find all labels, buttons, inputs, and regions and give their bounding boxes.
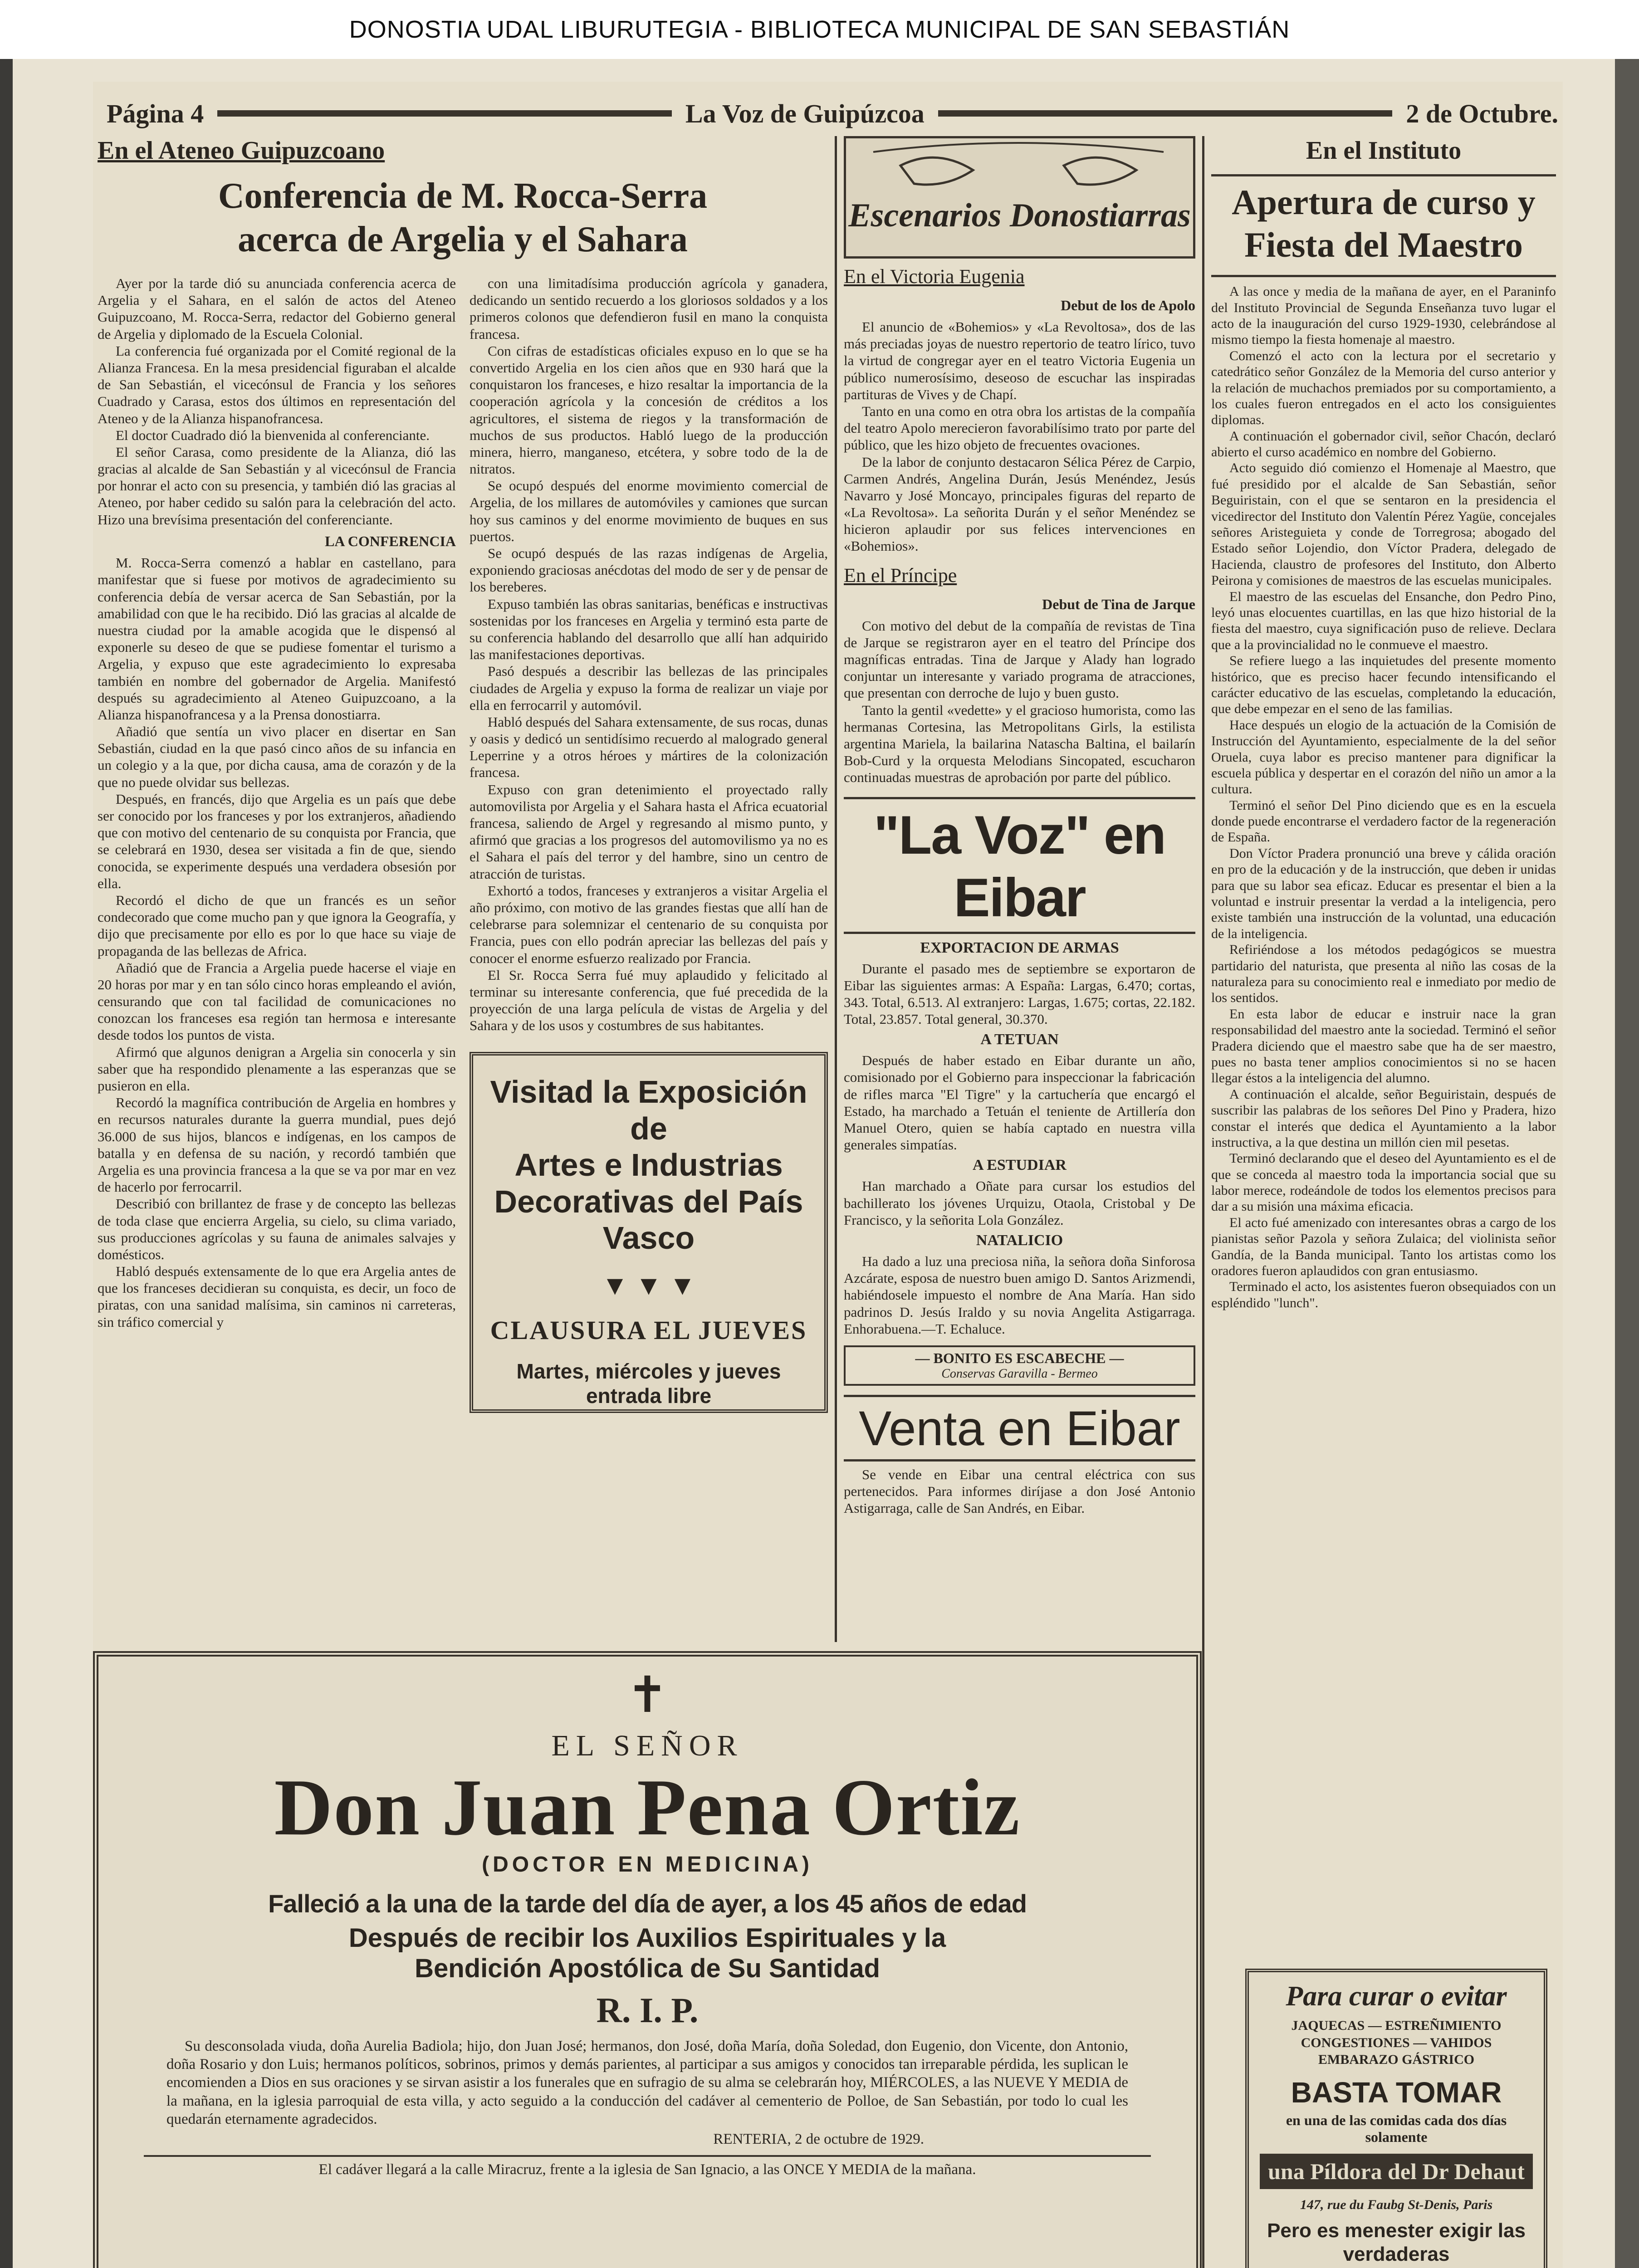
eibar-banner: "La Voz" en Eibar — [874, 804, 1165, 928]
tetuan-text — [844, 1052, 1195, 1153]
paragraph: A continuación el gobernador civil, señor Chacón, declaró abierto el curso académico en nombre del Gobierno. — [1211, 428, 1556, 460]
paragraph: Expuso con gran detenimiento el proyectado rally automovilista por Argelia y el Sahara hasta el Africa ecuatorial francesa, saliendo de Argel y regresando al mismo punto, y afirmó que gracias a los progresos del automovilismo ya no es el Sahara el país del terror y del hambre, sino un centro de atracción de turistas. — [470, 781, 828, 882]
natalicio-text — [844, 1253, 1195, 1337]
paragraph: Exhortó a todos, franceses y extranjeros a visitar Argelia el año próximo, con motivo de las grandes fiestas que allí han de celebrarse para solemnizar el centenario de su conquista por Francia, pues con ello podrán apreciar las bellezas del país y conocer el enorme esfuerzo realizado por Francia. — [470, 882, 828, 966]
instituto-headline-2: Fiesta del Maestro — [1244, 225, 1523, 264]
exposicion-ad — [470, 1052, 828, 1413]
escenarios-column — [844, 136, 1195, 1642]
notice-place-date: RENTERIA, 2 de octubre de 1929. — [713, 2131, 924, 2148]
paragraph: Se refiere luego a las inquietudes del presente momento histórico, que es preciso hacer fecundo intensificando el carácter educativo de las escuelas, completando la educación, que debe empezar en el seno de las familias. — [1211, 653, 1556, 717]
paragraph: Habló después extensamente de lo que era Argelia antes de que los franceses decidieran su conquista, es decir, un foco de piratas, con una sanidad malísima, sin caminos ni carreteras, sin tráfico comercial y — [98, 1263, 456, 1330]
subhead-conferencia: LA CONFERENCIA — [325, 533, 456, 549]
ateneo-column-2-text — [470, 275, 828, 1034]
ateneo-column-2 — [470, 275, 828, 1413]
exportacion-text — [844, 960, 1195, 1028]
paragraph: Recordó la magnífica contribución de Argelia en hombres y en recursos naturales durante la guerra mundial, pues dejó 36.000 de sus hijos, blancos e indígenas, en los campos de batalla y en defensa de su nación, y recordó también que Argelia es una provincia francesa a la que se va por mar en vez de hacerlo por ferrocarril. — [98, 1095, 456, 1195]
cross-icon: ✝ — [626, 1667, 669, 1723]
section-rule — [1211, 174, 1556, 176]
section-rule — [844, 797, 1195, 799]
notice-title: (DOCTOR EN MEDICINA) — [482, 1852, 813, 1877]
paragraph: El señor Carasa, como presidente de la Alianza, dió las gracias al alcalde de San Sebastián y al vicecónsul de Francia por honrar el acto con su presencia, y también dió las gracias al Ateneo, por haber cedido su salón para la celebración del acto. Hizo una brevísima presentación del conferenciante. — [98, 444, 456, 528]
notice-footer: El cadáver llegará a la calle Miracruz, frente a la iglesia de San Ignacio, a las ONCE Y MEDIA de la mañana. — [144, 2155, 1151, 2178]
paragraph: En esta labor de educar e instruir nace la gran responsabilidad del maestro ante la sociedad. Terminó el señor Pradera diciendo que el maestro sabe que ha de ser maestro, pues no basta tener amplios conocimientos si no se hacen llegar éstos a la inteligencia del alumno. — [1211, 1006, 1556, 1086]
running-head — [107, 95, 1558, 132]
paragraph: Terminado el acto, los asistentes fueron obsequiados con un espléndido "lunch". — [1211, 1279, 1556, 1310]
victoria-kicker: En el Victoria Eugenia — [844, 265, 1025, 288]
paragraph: A las once y media de la mañana de ayer, en el Paraninfo del Instituto Provincial de Segunda Enseñanza tuvo lugar el acto de la inauguración del curso 1929-1930, celebrándose al mismo tiempo la fiesta homenaje al maestro. — [1211, 284, 1556, 347]
column-rule — [1202, 136, 1204, 2268]
remedy-warning: Pero es menester exigir las verdaderas — [1267, 2219, 1526, 2266]
paragraph: Añadió que de Francia a Argelia puede hacerse el viaje en 20 horas por mar y en tan sólo cinco horas empleando el avión, censurando que con tal facilidad de comunicaciones no conozcan los franceses esa región tan hermosa e interesante desde todos los puntos de vista. — [98, 959, 456, 1043]
paragraph: Don Víctor Pradera pronunció una breve y cálida oración en pro de la educación y de la instrucción, que deben ir unidas para que su labor sea eficaz. Educar es presentar el bien a la voluntad e instruir presentar la verdad a la inteligencia, pero existe también una instrucción de la voluntad, una educación de la inteligencia. — [1211, 846, 1556, 941]
escenarios-logo-text: Escenarios Donostiarras — [848, 196, 1191, 234]
paper-title: La Voz de Guipúzcoa — [685, 98, 925, 128]
notice-name: Don Juan Pena Ortiz — [274, 1762, 1021, 1852]
victoria-sub: Debut de los de Apolo — [1061, 297, 1195, 313]
bonito-text: — BONITO ES ESCABECHE — — [915, 1349, 1124, 1366]
paragraph: A continuación el alcalde, señor Beguiristain, después de suscribir las palabras de los señores Del Pino y Pradera, hizo constar el interés que dedica el Ayuntamiento a la labor instructiva, a la que destina un millón cien mil pesetas. — [1211, 1086, 1556, 1150]
ateneo-headline-1: Conferencia de M. Rocca-Serra — [218, 176, 708, 216]
notice-line-3: Bendición Apostólica de Su Santidad — [415, 1953, 880, 1983]
paragraph: Terminó el señor Del Pino diciendo que es en la escuela donde puede encontrarse el verdadero factor de la regeneración de España. — [1211, 797, 1556, 845]
ateneo-column-1 — [98, 275, 456, 1413]
expo-entrada: Martes, miércoles y jueves entrada libre — [516, 1359, 781, 1408]
issue-date: 2 de Octubre. — [1406, 98, 1558, 128]
paragraph: El maestro de las escuelas del Ensanche, don Pedro Pino, leyó unas elocuentes cuartillas, en las que hizo historial de la fiesta del maestro, cuya significación puso de relieve. Declara que a la provincialidad no le conmueve el maestro. — [1211, 589, 1556, 652]
paragraph: Hace después un elogio de la actuación de la Comisión de Instrucción del Ayuntamiento, especialmente de la del señor Oruela, cuya labor es preciso mantener para dignificar la escuela pública y despertar en el corazón del niño un amor a la cultura. — [1211, 717, 1556, 797]
paragraph: Se ocupó después de las razas indígenas de Argelia, exponiendo graciosas anécdotas del modo de ser y de pensar de los bereberes. — [470, 545, 828, 595]
expo-marks: ▼ ▼ ▼ — [601, 1270, 696, 1300]
paragraph: Pasó después a describir las bellezas de las principales ciudades de Argelia y expuso la forma de realizar un viaje por ella en ferrocarril y automóvil. — [470, 663, 828, 713]
rule — [217, 110, 672, 117]
escenarios-logo — [844, 136, 1195, 259]
venta-text: Se vende en Eibar una central eléctrica con sus pertenecidos. Para informes diríjase a don José Antonio Astigarraga, calle de San Andrés, en Eibar. — [844, 1466, 1195, 1516]
remedy-ailments: JAQUECAS — ESTREÑIMIENTO CONGESTIONES — VAHIDOS EMBARAZO GÁSTRICO — [1291, 2018, 1502, 2067]
instituto-headline-1: Apertura de curso y — [1232, 182, 1536, 222]
section-rule — [844, 1395, 1195, 1397]
instituto-kicker: En el Instituto — [1306, 137, 1462, 165]
venta-title: Venta en Eibar — [859, 1400, 1180, 1456]
paragraph: con una limitadísima producción agrícola y ganadera, dedicando un sentido recuerdo a los gloriosos soldados y a los primeros colonos que defendieron fusil en mano la conquista francesa. — [470, 275, 828, 342]
paragraph: Con motivo del debut de la compañía de revistas de Tina de Jarque se registraron ayer en el teatro del Príncipe dos magníficas entradas. Tina de Jarque y Alady han logrado conjuntar un interesante y variado programa de atracciones, que presentan con derroche de lujo y buen gusto. — [844, 617, 1195, 701]
natalicio-sub: NATALICIO — [976, 1232, 1063, 1249]
instituto-text — [1211, 284, 1556, 1311]
remedy-basta: BASTA TOMAR — [1291, 2076, 1502, 2109]
death-notice — [93, 1651, 1202, 2268]
rule — [938, 110, 1393, 117]
remedy-dose: en una de las comidas cada dos días solamente — [1286, 2112, 1507, 2145]
remedy-title: Para curar o evitar — [1286, 1981, 1507, 2012]
estudiar-text — [844, 1178, 1195, 1228]
ateneo-headline-2: acerca de Argelia y el Sahara — [238, 220, 688, 259]
notice-el-senor: EL SEÑOR — [551, 1729, 744, 1762]
paragraph: Se ocupó después del enorme movimiento comercial de Argelia, de los millares de automóviles y camiones que surcan hoy sus caminos y del enorme movimiento de buques en sus puertos. — [470, 478, 828, 544]
paragraph: Acto seguido dió comienzo el Homenaje al Maestro, que fué presidido por el alcalde de San Sebastián, señor Beguiristain, con el que se sentaron en la presidencia el vicedirector del Instituto don Valentín Pérez Yagüe, concejales señores Aristeguieta y conde de Torregrosa; abogado del Estado señor Lojendio, don Víctor Pradera, delegado de Hacienda, claustro de profesores del Instituto, don Alberto Peirona y comisiones de maestros de las escuelas municipales. — [1211, 460, 1556, 588]
paragraph: Añadió que sentía un vivo placer en disertar en San Sebastián, ciudad en la que pasó cinco años de su infancia en un colegio y a la que, por dicha causa, ama de corazón y de la que no puede olvidar sus bellezas. — [98, 723, 456, 790]
paragraph: Han marchado a Oñate para cursar los estudios del bachillerato los jóvenes Urquizu, Otaola, Cristobal y De Francisco, y la señorita Lola González. — [844, 1178, 1195, 1228]
paragraph: Con cifras de estadísticas oficiales expuso en lo que se ha convertido Argelia en los cien años que en 930 hará que la conquistaron los franceses, e hizo resaltar la importancia de la cooperación agrícola y la concesión de créditos a los agricultores, el sistema de riegos y la transformación de muchos de sus productos. Habló luego de la producción minera, hierro, manganeso, etcétera, y sobre todo de la de nitratos. — [470, 342, 828, 477]
paragraph: El doctor Cuadrado dió la bienvenida al conferenciante. — [116, 427, 430, 443]
archive-header: DONOSTIA UDAL LIBURUTEGIA - BIBLIOTECA MUNICIPAL DE SAN SEBASTIÁN — [349, 16, 1290, 43]
paragraph: El acto fué amenizado con interesantes obras a cargo de los pianistas señor Pazola y señora Zulaica; del violinista señor Gandía, de la Banda municipal. Tanto los artistas como los oradores fueron aplaudidos con gran entusiasmo. — [1211, 1215, 1556, 1279]
paragraph: M. Rocca-Serra comenzó a hablar en castellano, para manifestar que si fuese por motivos de agradecimiento su conferencia debía de versar acerca de San Sebastián, por la amabilidad con que le ha recibido. Dió las gracias al alcalde de nuestra ciudad por la amable acogida que le dispensó al exponerle su deseo de que se pudiese fomentar el turismo a Argelia, y expuso que este agradecimiento lo expresaba también en nombre del gobernador de Argelia. Manifestó después su agradecimiento al Ateneo Guipuzcoano, a la Alianza hispanofrancesa y a la Prensa donostiarra. — [98, 555, 456, 723]
remedy-product: una Píldora del Dr Dehaut — [1260, 2154, 1533, 2189]
dehaut-pill-ad — [1245, 1969, 1547, 2268]
paragraph: Durante el pasado mes de septiembre se exportaron de Eibar las siguientes armas: A España: Largas, 6.470; cortas, 343. Total, 6.513. Al extranjero: Largas, 1.675; cortas, 22.182. Total, 23.857. Total general, 30.370. — [844, 960, 1195, 1027]
notice-text: Su desconsolada viuda, doña Aurelia Badiola; hijo, don Juan José; hermanos, don José, doña María, doña Soledad, don Eugenio, don Vicente, don Antonio, doña Rosario y don Luis; hermanos políticos, sobrinos, primos y demás parientes, al participar a sus amigos y conocidos tan irreparable pérdida, les suplican le encomienden a Dios en sus oraciones y se sirvan asistir a los funerales que en sufragio de su alma se celebrarán hoy, MIÉRCOLES, a las NUEVE Y MEDIA de la mañana, en la iglesia parroquial de esta villa, y acto seguido a la conducción del cadáver al cementerio de Polloe, de San Sebastián, por todo lo cual les quedarán eternamente agradecidos. — [166, 2038, 1128, 2127]
paragraph: Recordó el dicho de que un francés es un señor condecorado que come mucho pan y que ignora la Geografía, y dijo que precisamente por ello es por lo que hace su viaje de propaganda de las bellezas de Africa. — [98, 892, 456, 959]
tetuan-sub: A TETUAN — [980, 1031, 1059, 1048]
instituto-article — [1211, 136, 1556, 1960]
principe-text — [844, 617, 1195, 786]
paragraph: El Sr. Rocca Serra fué muy aplaudido y felicitado al terminar su interesante conferencia, que fué precedida de la proyección de una larga película de vistas de Argelia y del Sahara y de los usos y costumbres de sus habitantes. — [470, 967, 828, 1034]
section-rule — [844, 1459, 1195, 1461]
paragraph: Terminó declarando que el deseo del Ayuntamiento es el de que se conceda al maestro toda la importancia social que su labor merece, rodeándole de todos los elementos precisos para dar a su misión una máxima eficacia. — [1211, 1151, 1556, 1214]
section-rule — [1211, 275, 1556, 277]
bonito-ad — [844, 1345, 1195, 1386]
ateneo-article — [98, 136, 828, 1642]
paragraph: Después de haber estado en Eibar durante un año, comisionado por el Gobierno para inspeccionar la fabricación de rifles marca "El Tigre" y la cartuchería que encargó el Estado, ha marchado a Tetuán el teniente de Artillería don Manuel Otero, quien se había captado en nuestra villa generales simpatías. — [844, 1052, 1195, 1153]
notice-rip: R. I. P. — [596, 1990, 699, 2030]
page-number: Página 4 — [107, 98, 204, 128]
paragraph: Tanto en una como en otra obra los artistas de la compañía del teatro Apolo merecieron favorabilísimo trato por parte del público, que les hizo objeto de frecuentes ovaciones. — [844, 403, 1195, 453]
principe-sub: Debut de Tina de Jarque — [1042, 596, 1195, 612]
expo-clausura: CLAUSURA EL JUEVES — [490, 1315, 807, 1345]
remedy-address: 147, rue du Faubg St-Denis, Paris — [1300, 2197, 1493, 2212]
expo-line-1: Visitad la Exposición de — [490, 1074, 807, 1146]
column-rule — [835, 136, 837, 1642]
ateneo-kicker: En el Ateneo Guipuzcoano — [98, 137, 385, 165]
paragraph: Describió con brillantez de frase y de concepto las bellezas de toda clase que encierra Argelia, su cielo, su clima variado, sus producciones agrícolas y su fauna de animales salvajes y domésticos. — [98, 1196, 456, 1262]
victoria-text — [844, 318, 1195, 555]
archive-header-bar — [0, 0, 1639, 59]
notice-line-1: Falleció a la una de la tarde del día de ayer, a los 45 años de edad — [268, 1889, 1027, 1918]
paragraph: Habló después del Sahara extensamente, de sus rocas, dunas y oasis y dedicó un sentidísimo recuerdo al malogrado general Leperrine y a otros héroes y mártires de la colonización francesa. — [470, 714, 828, 781]
section-rule — [844, 932, 1195, 934]
conservas-text: Conservas Garavilla - Bermeo — [941, 1366, 1098, 1381]
exportacion-sub: EXPORTACION DE ARMAS — [920, 939, 1119, 956]
principe-kicker: En el Príncipe — [844, 564, 957, 587]
estudiar-sub: A ESTUDIAR — [973, 1157, 1067, 1174]
venta-text-block — [844, 1466, 1195, 1517]
paragraph: Tanto la gentil «vedette» y el gracioso humorista, como las hermanas Cortesina, las Metropolitans Girls, la estilista argentina Mariela, la bailarina Natascha Baltina, el bailarín Bob-Curd y la orquesta Melodians Sincopated, escucharon continuadas muestras de aprobación por parte del público. — [844, 702, 1195, 786]
paragraph: Ha dado a luz una preciosa niña, la señora doña Sinforosa Azcárate, esposa de nuestro buen amigo D. Santos Arizmendi, habiéndosele impuesto el nombre de Ana María. Han sido padrinos D. Jesús Iraldo y su novia Angelita Astigarraga. Enhorabuena.—T. Echaluce. — [844, 1253, 1195, 1337]
paragraph: Afirmó que algunos denigran a Argelia sin conocerla y sin saber que ha respondido plenamente a las esperanzas que se pusieron en ella. — [98, 1044, 456, 1094]
expo-line-2: Artes e Industrias Decorativas del País Vasco — [494, 1147, 803, 1256]
paragraph: De la labor de conjunto destacaron Sélica Pérez de Carpio, Carmen Andrés, Angelina Durán, Jesús Menéndez, Jesús Navarro y José Moncayo, principales figuras del reparto de «La Revoltosa». La señorita Durán y el señor Menéndez se hicieron aplaudir por sus felices intervenciones en «Bohemios». — [844, 454, 1195, 554]
paragraph: Ayer por la tarde dió su anunciada conferencia acerca de Argelia y el Sahara, en el salón de actos del Ateneo Guipuzcoano, M. Rocca-Serra, redactor del Gobierno general de Argelia y diplomado de la Escuela Colonial. — [98, 275, 456, 342]
paragraph: La conferencia fué organizada por el Comité regional de la Alianza Francesa. En la mesa presidencial figuraban el alcalde de San Sebastián, el vicecónsul de Francia y los señores Cuadrado y Carasa, estos dos últimos en representación del Ateneo y de la Alianza hispanofrancesa. — [98, 342, 456, 426]
paragraph: Expuso también las obras sanitarias, benéficas e instructivas sostenidas por los franceses en Argelia y terminó esta parte de su conferencia hablando del desarrollo que allí han adquirido las manifestaciones deportivas. — [470, 596, 828, 663]
mask-icon — [846, 138, 1191, 252]
paragraph: Comenzó el acto con la lectura por el secretario y catedrático señor González de la Memoria del curso anterior y la relación de muchachos premiados por su comportamiento, a los cuales fueron entregados en el acto los consiguientes diplomas. — [1211, 348, 1556, 428]
paragraph: Refiriéndose a los métodos pedagógicos se muestra partidario del naturista, que presenta al niño las cosas de la naturaleza para su conocimiento real e inmediato por medio de los sentidos. — [1211, 942, 1556, 1006]
paragraph: El anuncio de «Bohemios» y «La Revoltosa», dos de las más preciadas joyas de nuestro repertorio de teatro lírico, tuvo la virtud de congregar ayer en el teatro Victoria Eugenia un público numerosísimo, deseoso de escuchar las inspiradas partituras de Vives y de Chapí. — [844, 319, 1195, 402]
paragraph: Después, en francés, dijo que Argelia es un país que debe ser conocido por los franceses y por los extranjeros, añadiendo que con motivo del centenario de su conquista por Francia, que se celebrará en 1930, desea ser visitada a fin de que, siendo conocida, se experimente después una verdadera obsesión por ella. — [98, 791, 456, 891]
notice-line-2: Después de recibir los Auxilios Espirituales y la — [348, 1923, 946, 1953]
